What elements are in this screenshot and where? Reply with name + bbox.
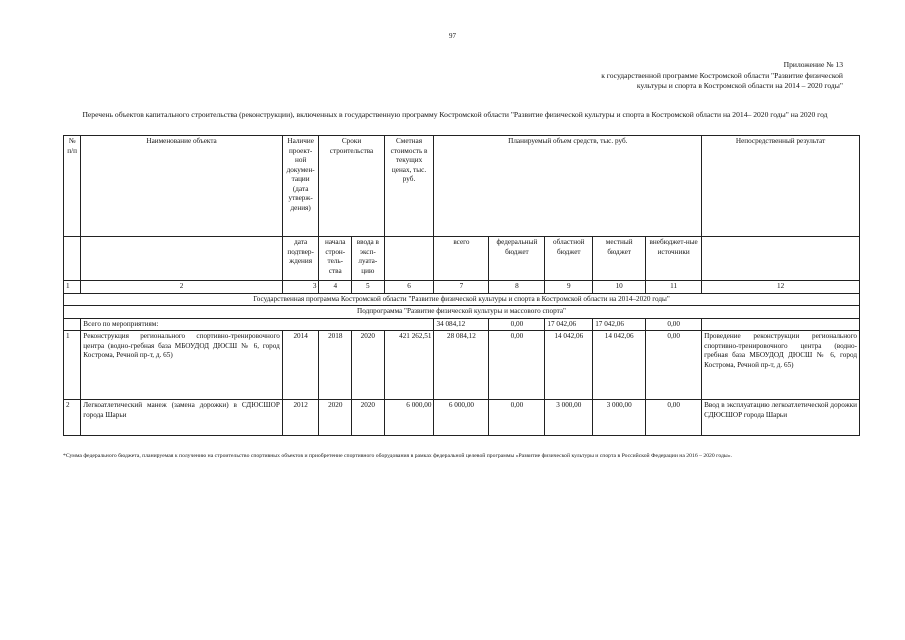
program-title: Государственная программа Костромской области "Развитие физической культуры и спорта в Костромской области на 2014–2020 годы": [64, 293, 860, 306]
header-num: № п/п: [64, 136, 81, 237]
row-total: 28 084,12: [434, 331, 489, 400]
row-commission: 2020: [352, 400, 385, 436]
total-label: Всего по мероприятиям:: [81, 318, 434, 331]
table-row: [64, 331, 860, 400]
row-docs-date: 2014: [282, 331, 319, 400]
row-result: Проведение реконструкции регионального спортивно-тренировочного центра (водно-гребная база МБОУДОД ДЮСШ № 6, город Кострома, Речной пр-т, д. 65): [702, 331, 860, 400]
col-number: 4: [319, 281, 352, 294]
header-docs-date: дата подтвер-ждения: [282, 237, 319, 281]
table-row: [64, 400, 860, 436]
header-federal: федеральный бюджет: [489, 237, 545, 281]
header-result: Непосредственный результат: [702, 136, 860, 237]
row-federal: 0,00: [489, 331, 545, 400]
appendix-line-1: Приложение № 13: [783, 60, 843, 69]
header-row-sub: [64, 237, 860, 281]
row-num: 1: [64, 331, 81, 400]
construction-objects-table: [63, 135, 860, 436]
col-number: 12: [702, 281, 860, 294]
header-terms: Сроки строительства: [319, 136, 384, 237]
total-federal: 0,00: [489, 318, 545, 331]
subprogram-title: Подпрограмма "Развитие физической культуры и массового спорта": [64, 306, 860, 319]
col-number: 3: [282, 281, 319, 294]
document-title: Перечень объектов капитального строительства (реконструкции), включенных в государственную программу Костромской области "Развитие физической культуры и спорта в Костромской области на 2014– 2020 годы" на 2020 год: [82, 110, 828, 119]
row-total: 6 000,00: [434, 400, 489, 436]
row-local: 3 000,00: [593, 400, 646, 436]
row-start: 2020: [319, 400, 352, 436]
col-number: 8: [489, 281, 545, 294]
total-result-empty: [702, 318, 860, 331]
col-number: 9: [545, 281, 593, 294]
row-federal: 0,00: [489, 400, 545, 436]
total-row: [64, 318, 860, 331]
col-number: 1: [64, 281, 81, 294]
header-cost: Сметная стоимость в текущих ценах, тыс. руб.: [384, 136, 434, 237]
col-number: 2: [81, 281, 283, 294]
page-number: 97: [449, 32, 456, 40]
row-start: 2018: [319, 331, 352, 400]
col-number: 6: [384, 281, 434, 294]
footnote: *Сумма федерального бюджета, планируемая к получению на строительство спортивных объектов и приобретение спортивного оборудования в рамках федеральной целевой программы «Развитие физической культуры и спорта в Российской Федерации на 2016 – 2020 годы».: [63, 453, 732, 459]
row-cost: 6 000,00: [384, 400, 434, 436]
header-regional: областной бюджет: [545, 237, 593, 281]
header-docs: Наличие проект-ной докумен-тации (дата утверж-дения): [282, 136, 319, 237]
row-extra: 0,00: [646, 400, 702, 436]
row-regional: 14 042,06: [545, 331, 593, 400]
row-name: Легкоатлетический манеж (замена дорожки) в СДЮСШОР города Шарьи: [81, 400, 283, 436]
row-extra: 0,00: [646, 331, 702, 400]
col-number: 11: [646, 281, 702, 294]
row-num: 2: [64, 400, 81, 436]
header-sub-empty: [81, 237, 283, 281]
header-name: Наименование объекта: [81, 136, 283, 237]
row-local: 14 042,06: [593, 331, 646, 400]
header-sub-empty: [64, 237, 81, 281]
total-extra: 0,00: [646, 318, 702, 331]
header-total: всего: [434, 237, 489, 281]
header-planned: Планируемый объем средств, тыс. руб.: [434, 136, 702, 237]
appendix-line-2: к государственной программе Костромской области "Развитие физической: [601, 70, 843, 80]
header-extra: внебюджет-ные источники: [646, 237, 702, 281]
subprogram-row: [64, 306, 860, 319]
row-regional: 3 000,00: [545, 400, 593, 436]
header-sub-empty: [384, 237, 434, 281]
col-number: 7: [434, 281, 489, 294]
appendix-line-3: культуры и спорта в Костромской области на 2014 – 2020 годы": [636, 81, 843, 90]
total-empty: [64, 318, 81, 331]
row-result: Ввод в эксплуатацию легкоатлетической дорожки СДЮСШОР города Шарьи: [702, 400, 860, 436]
column-number-row: [64, 281, 860, 294]
row-docs-date: 2012: [282, 400, 319, 436]
row-cost: 421 262,51: [384, 331, 434, 400]
header-commission: ввода в эксп-луата-цию: [352, 237, 385, 281]
header-sub-empty: [702, 237, 860, 281]
row-commission: 2020: [352, 331, 385, 400]
total-total: 34 084,12: [434, 318, 489, 331]
appendix-header: [513, 60, 843, 92]
col-number: 10: [593, 281, 646, 294]
header-start: начала строн-тель-ства: [319, 237, 352, 281]
header-local: местный бюджет: [593, 237, 646, 281]
header-row-top: [64, 136, 860, 237]
total-regional: 17 042,06: [545, 318, 593, 331]
total-local: 17 042,06: [593, 318, 646, 331]
col-number: 5: [352, 281, 385, 294]
program-row: [64, 293, 860, 306]
row-name: Реконструкция регионального спортивно-тренировочного центра (водно-гребная база МБОУДОД ДЮСШ № 6, город Кострома, Речной пр-т, д. 65): [81, 331, 283, 400]
